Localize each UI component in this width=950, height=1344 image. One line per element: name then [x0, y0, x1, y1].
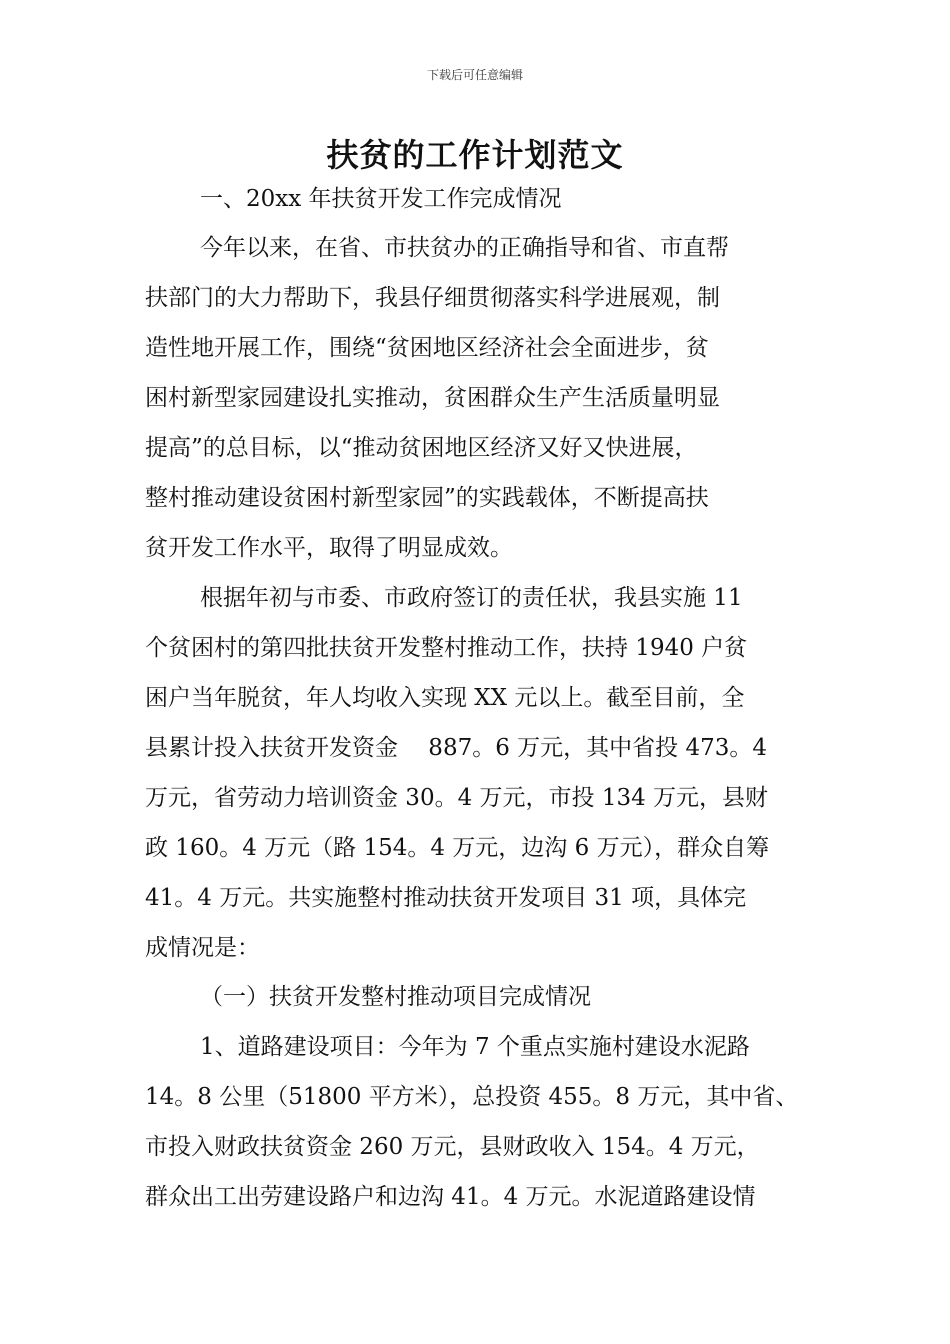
paragraph-line: 今年以来，在省、市扶贫办的正确指导和省、市直帮	[200, 235, 729, 261]
paragraph-line: 贫开发工作水平，取得了明显成效。	[145, 535, 513, 561]
paragraph-line: 市投入财政扶贫资金 260 万元，县财政收入 154。4 万元，	[145, 1134, 760, 1160]
paragraph-line: 困户当年脱贫，年人均收入实现 XX 元以上。截至目前，全	[145, 685, 745, 711]
header-note: 下载后可任意编辑	[426, 68, 523, 82]
paragraph-line: 万元，省劳动力培训资金 30。4 万元，市投 134 万元，县财	[145, 785, 769, 811]
paragraph-line: 整村推动建设贫困村新型家园”的实践载体，不断提高扶	[145, 485, 709, 511]
paragraph-line: 群众出工出劳建设路户和边沟 41。4 万元。水泥道路建设情	[145, 1184, 756, 1210]
paragraph-line: 1、道路建设项目：今年为 7 个重点实施村建设水泥路	[200, 1034, 750, 1060]
paragraph-line: 根据年初与市委、市政府签订的责任状，我县实施 11	[200, 585, 743, 611]
paragraph-line: 困村新型家园建设扎实推动，贫困群众生产生活质量明显	[145, 385, 720, 411]
document-title: 扶贫的工作计划范文	[326, 136, 624, 174]
paragraph-line: 县累计投入扶贫开发资金 887。6 万元，其中省投 473。4	[145, 735, 767, 761]
paragraph-line: 扶部门的大力帮助下，我县仔细贯彻落实科学进展观，制	[145, 285, 720, 311]
paragraph-line: 14。8 公里（51800 平方米），总投资 455。8 万元，其中省、	[145, 1084, 799, 1110]
paragraph-line: 提高”的总目标，以“推动贫困地区经济又好又快进展，	[145, 435, 698, 461]
paragraph-line: 政 160。4 万元（路 154。4 万元，边沟 6 万元），群众自筹	[145, 835, 770, 861]
section-heading: 一、20xx 年扶贫开发工作完成情况	[200, 186, 562, 212]
paragraph-line: 成情况是：	[145, 935, 260, 961]
paragraph-line: 造性地开展工作，围绕“贫困地区经济社会全面进步，贫	[145, 335, 709, 361]
paragraph-line: 41。4 万元。共实施整村推动扶贫开发项目 31 项，具体完	[145, 885, 747, 911]
paragraph-line: 个贫困村的第四批扶贫开发整村推动工作，扶持 1940 户贫	[145, 635, 748, 661]
subsection-heading: （一）扶贫开发整村推动项目完成情况	[200, 984, 591, 1010]
